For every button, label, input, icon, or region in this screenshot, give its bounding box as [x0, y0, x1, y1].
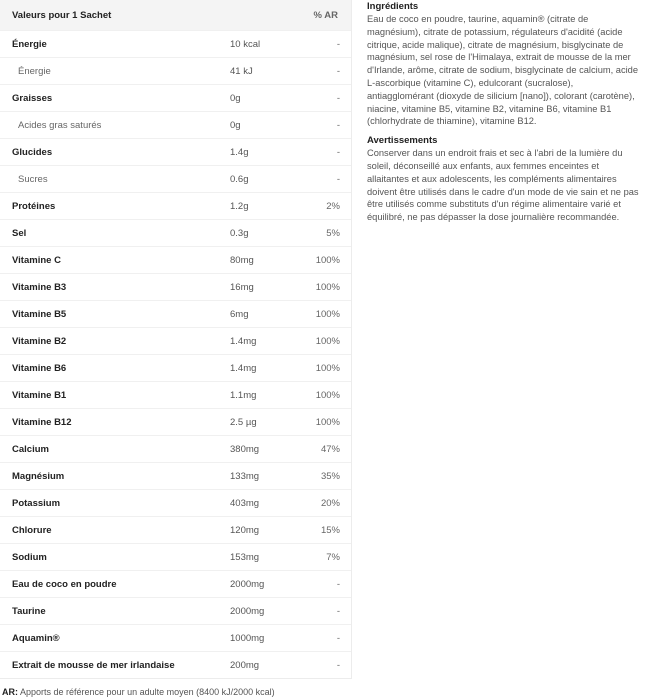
table-row: [0, 516, 351, 543]
nutrient-ar: 100%: [315, 389, 340, 401]
nutrient-ar: -: [336, 605, 340, 617]
footnote-text: Apports de référence pour un adulte moyen (8400 kJ/2000 kcal): [18, 687, 275, 697]
table-row: [0, 138, 351, 165]
nutrient-value: 80mg: [230, 254, 254, 266]
table-row: [0, 165, 351, 192]
nutrient-value: 41 kJ: [230, 65, 253, 77]
table-row: [0, 651, 351, 678]
table-row: [0, 408, 351, 435]
nutrient-ar: 5%: [326, 227, 340, 239]
nutrient-name: Aquamin®: [12, 632, 60, 644]
table-row: [0, 57, 351, 84]
nutrient-name: Vitamine B3: [12, 281, 67, 293]
nutrient-ar: -: [336, 92, 340, 104]
nutrient-value: 1.4g: [230, 146, 249, 158]
table-row: [0, 111, 351, 138]
nutrient-value: 16mg: [230, 281, 254, 293]
nutrient-ar: -: [336, 578, 340, 590]
nutrient-value: 380mg: [230, 443, 260, 455]
table-row: [0, 246, 351, 273]
nutrient-name: Sucres: [18, 173, 48, 185]
nutrient-value: 133mg: [230, 470, 260, 482]
table-row: [0, 219, 351, 246]
nutrient-value: 200mg: [230, 659, 260, 671]
nutrient-value: 0g: [230, 92, 241, 104]
nutrient-value: 10 kcal: [230, 38, 261, 50]
table-row: [0, 435, 351, 462]
nutrient-ar: 100%: [315, 281, 340, 293]
nutrient-ar: 20%: [320, 497, 340, 509]
table-row: [0, 192, 351, 219]
nutrient-name: Acides gras saturés: [18, 119, 102, 131]
nutrient-name: Vitamine B12: [12, 416, 72, 428]
nutrient-value: 2000mg: [230, 578, 265, 590]
nutrient-ar: 100%: [315, 335, 340, 347]
nutrient-ar: 7%: [326, 551, 340, 563]
nutrient-value: 120mg: [230, 524, 260, 536]
nutrient-ar: -: [336, 38, 340, 50]
nutrient-name: Sodium: [12, 551, 47, 563]
table-row: [0, 462, 351, 489]
table-row: [0, 273, 351, 300]
warnings-text: Conserver dans un endroit frais et sec à l'abri de la lumière du soleil, déconseillé aux enfants, aux femmes enceintes et allaitantes et aux adolescents, les compléments alimentaires doivent être utilisés dans le cadre d'un mode de vie sain et ne pas être utilisés comme substituts d'un régime alimentaire varié et équilibré, ne pas dépasser la dose journalière recommandée.: [367, 148, 639, 223]
nutrient-value: 0g: [230, 119, 241, 131]
nutrient-value: 1.4mg: [230, 335, 257, 347]
table-row: [0, 489, 351, 516]
nutrient-value: 153mg: [230, 551, 260, 563]
nutrient-ar: -: [336, 632, 340, 644]
nutrient-ar: 2%: [326, 200, 340, 212]
nutrient-name: Eau de coco en poudre: [12, 578, 117, 590]
nutrient-value: 0.6g: [230, 173, 249, 185]
footnote: [2, 687, 275, 697]
nutrient-name: Glucides: [12, 146, 53, 158]
header-ar: % AR: [313, 9, 338, 21]
nutrient-value: 0.3g: [230, 227, 249, 239]
nutrient-ar: 35%: [320, 470, 340, 482]
table-row: [0, 327, 351, 354]
table-header: [0, 0, 351, 30]
nutrient-name: Chlorure: [12, 524, 52, 536]
nutrient-ar: -: [336, 146, 340, 158]
table-row: [0, 543, 351, 570]
nutrient-ar: 15%: [320, 524, 340, 536]
nutrient-name: Calcium: [12, 443, 49, 455]
nutrient-name: Énergie: [12, 38, 47, 50]
nutrient-name: Protéines: [12, 200, 56, 212]
nutrient-name: Vitamine B1: [12, 389, 67, 401]
nutrient-ar: 100%: [315, 416, 340, 428]
nutrient-ar: -: [336, 659, 340, 671]
nutrient-name: Vitamine B2: [12, 335, 67, 347]
nutrient-name: Énergie: [18, 65, 51, 77]
warnings-title: Avertissements: [367, 135, 438, 147]
nutrient-name: Magnésium: [12, 470, 65, 482]
nutrient-ar: 100%: [315, 362, 340, 374]
table-row: [0, 30, 351, 57]
nutrient-name: Vitamine B6: [12, 362, 67, 374]
side-info: [367, 0, 642, 230]
nutrient-value: 1.4mg: [230, 362, 257, 374]
nutrient-value: 1000mg: [230, 632, 265, 644]
nutrient-ar: -: [336, 119, 340, 131]
ingredients-title: Ingrédients: [367, 1, 419, 12]
nutrient-ar: 100%: [315, 254, 340, 266]
nutrient-value: 2000mg: [230, 605, 265, 617]
nutrient-value: 1.2g: [230, 200, 249, 212]
nutrient-ar: -: [336, 173, 340, 185]
table-row: [0, 624, 351, 651]
nutrient-name: Vitamine C: [12, 254, 61, 266]
nutrient-name: Taurine: [12, 605, 46, 617]
nutrient-name: Extrait de mousse de mer irlandaise: [12, 659, 175, 671]
nutrient-value: 403mg: [230, 497, 260, 509]
nutrient-name: Potassium: [12, 497, 61, 509]
ingredients-text: Eau de coco en poudre, taurine, aquamin® (citrate de magnésium), citrate de potassium, régulateurs d'acidité (acide citrique, acide malique), citrate de magnésium, bisglycinate de magnésium, sel rose de l'Himalaya, extrait de mousse de la mer d'Irlande, arôme, citrate de sodium, bisglycinate de calcium, acide L-ascorbique (vitamine C), edulcorant (sucralose), antiagglomérant (dioxyde de silicium [nano]), colorant (carotène), niacine, vitamine B5, vitamine B2, vitamine B6, vitamine B1 (chlorhydrate de thiamine), vitamine B12.: [367, 14, 639, 127]
table-row: [0, 84, 351, 111]
nutrient-value: 1.1mg: [230, 389, 257, 401]
footnote-label: AR:: [2, 687, 18, 697]
table-row: [0, 381, 351, 408]
nutrient-value: 6mg: [230, 308, 249, 320]
nutrient-ar: 47%: [320, 443, 340, 455]
table-row: [0, 300, 351, 327]
table-row: [0, 597, 351, 624]
nutrient-name: Graisses: [12, 92, 53, 104]
nutrient-ar: -: [336, 65, 340, 77]
table-body: [0, 30, 351, 678]
nutrient-ar: 100%: [315, 308, 340, 320]
header-name: Valeurs pour 1 Sachet: [12, 9, 112, 21]
table-row: [0, 570, 351, 597]
nutrient-value: 2.5 µg: [230, 416, 257, 428]
table-row: [0, 354, 351, 381]
nutrient-name: Sel: [12, 227, 27, 239]
nutrient-name: Vitamine B5: [12, 308, 67, 320]
